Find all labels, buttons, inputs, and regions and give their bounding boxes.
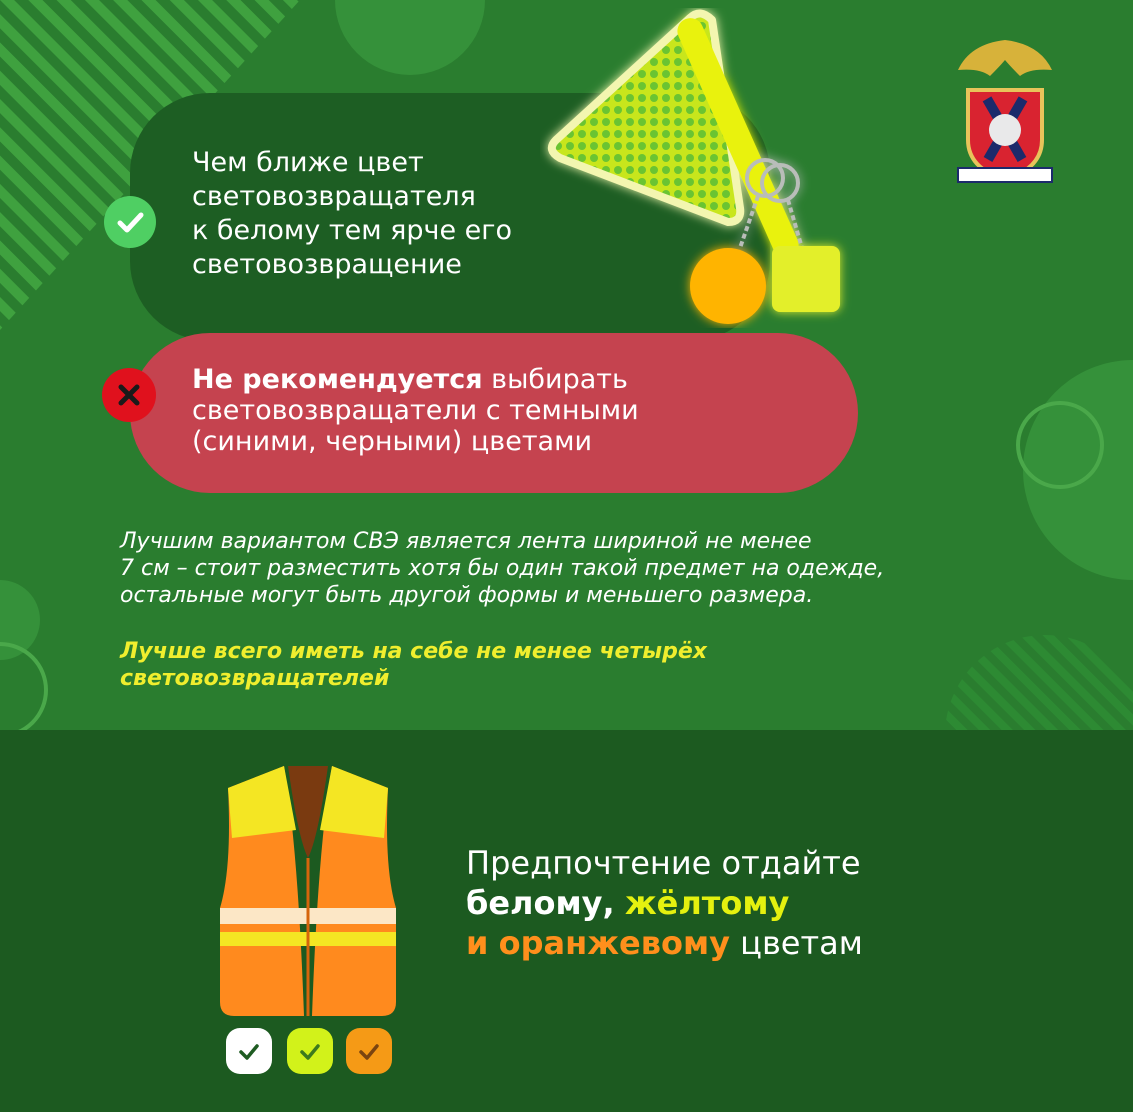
info-line-3: остальные могут быть другой формы и меньшего размера. [120,583,814,608]
good-line-1: Чем ближе цвет [192,147,424,178]
triangle-reflector [552,13,740,222]
good-line-4: световозвращение [192,249,462,280]
preference-text [466,843,1026,963]
pref-yellow-word: жёлтому [624,884,790,922]
info-line-2: 7 см – стоит разместить хотя бы один такой предмет на одежде, [120,556,885,581]
check-icon [104,196,156,248]
tip-paragraph [120,638,920,692]
swatch-yellow [287,1028,333,1074]
info-paragraph [120,528,1060,609]
pref-and-word: и [466,924,489,962]
info-line-1: Лучшим вариантом СВЭ является лента шириной не менее [120,529,812,554]
pref-line-1: Предпочтение отдайте [466,844,861,882]
swatch-white [226,1028,272,1074]
safety-vest-icon [218,758,398,1020]
tip-line-2: световозвращателей [120,666,390,691]
pref-white-word: белому, [466,884,615,922]
cross-icon [102,368,156,422]
tip-line-1: Лучше всего иметь на себе не менее четырёх [120,639,707,664]
bad-advice-text [192,364,832,457]
round-reflector [690,248,766,324]
swatch-white-check-icon [226,1028,272,1074]
swatch-yellow-check-icon [287,1028,333,1074]
pref-orange-word: оранжевому [498,924,730,962]
swatch-orange-check-icon [346,1028,392,1074]
bad-emphasis: Не рекомендуется [192,364,483,395]
swatch-orange [346,1028,392,1074]
bad-line-1-rest: выбирать [482,364,628,395]
pref-tail-word: цветам [740,924,863,962]
reflector-illustration [540,8,880,328]
police-emblem [950,30,1060,190]
bad-line-3: (синими, черными) цветами [192,426,593,457]
bg-circle-top [335,0,485,75]
square-reflector [772,246,840,312]
bad-line-2: световозвращатели с темными [192,395,639,426]
good-line-2: световозвращателя [192,181,476,212]
good-line-3: к белому тем ярче его [192,215,512,246]
